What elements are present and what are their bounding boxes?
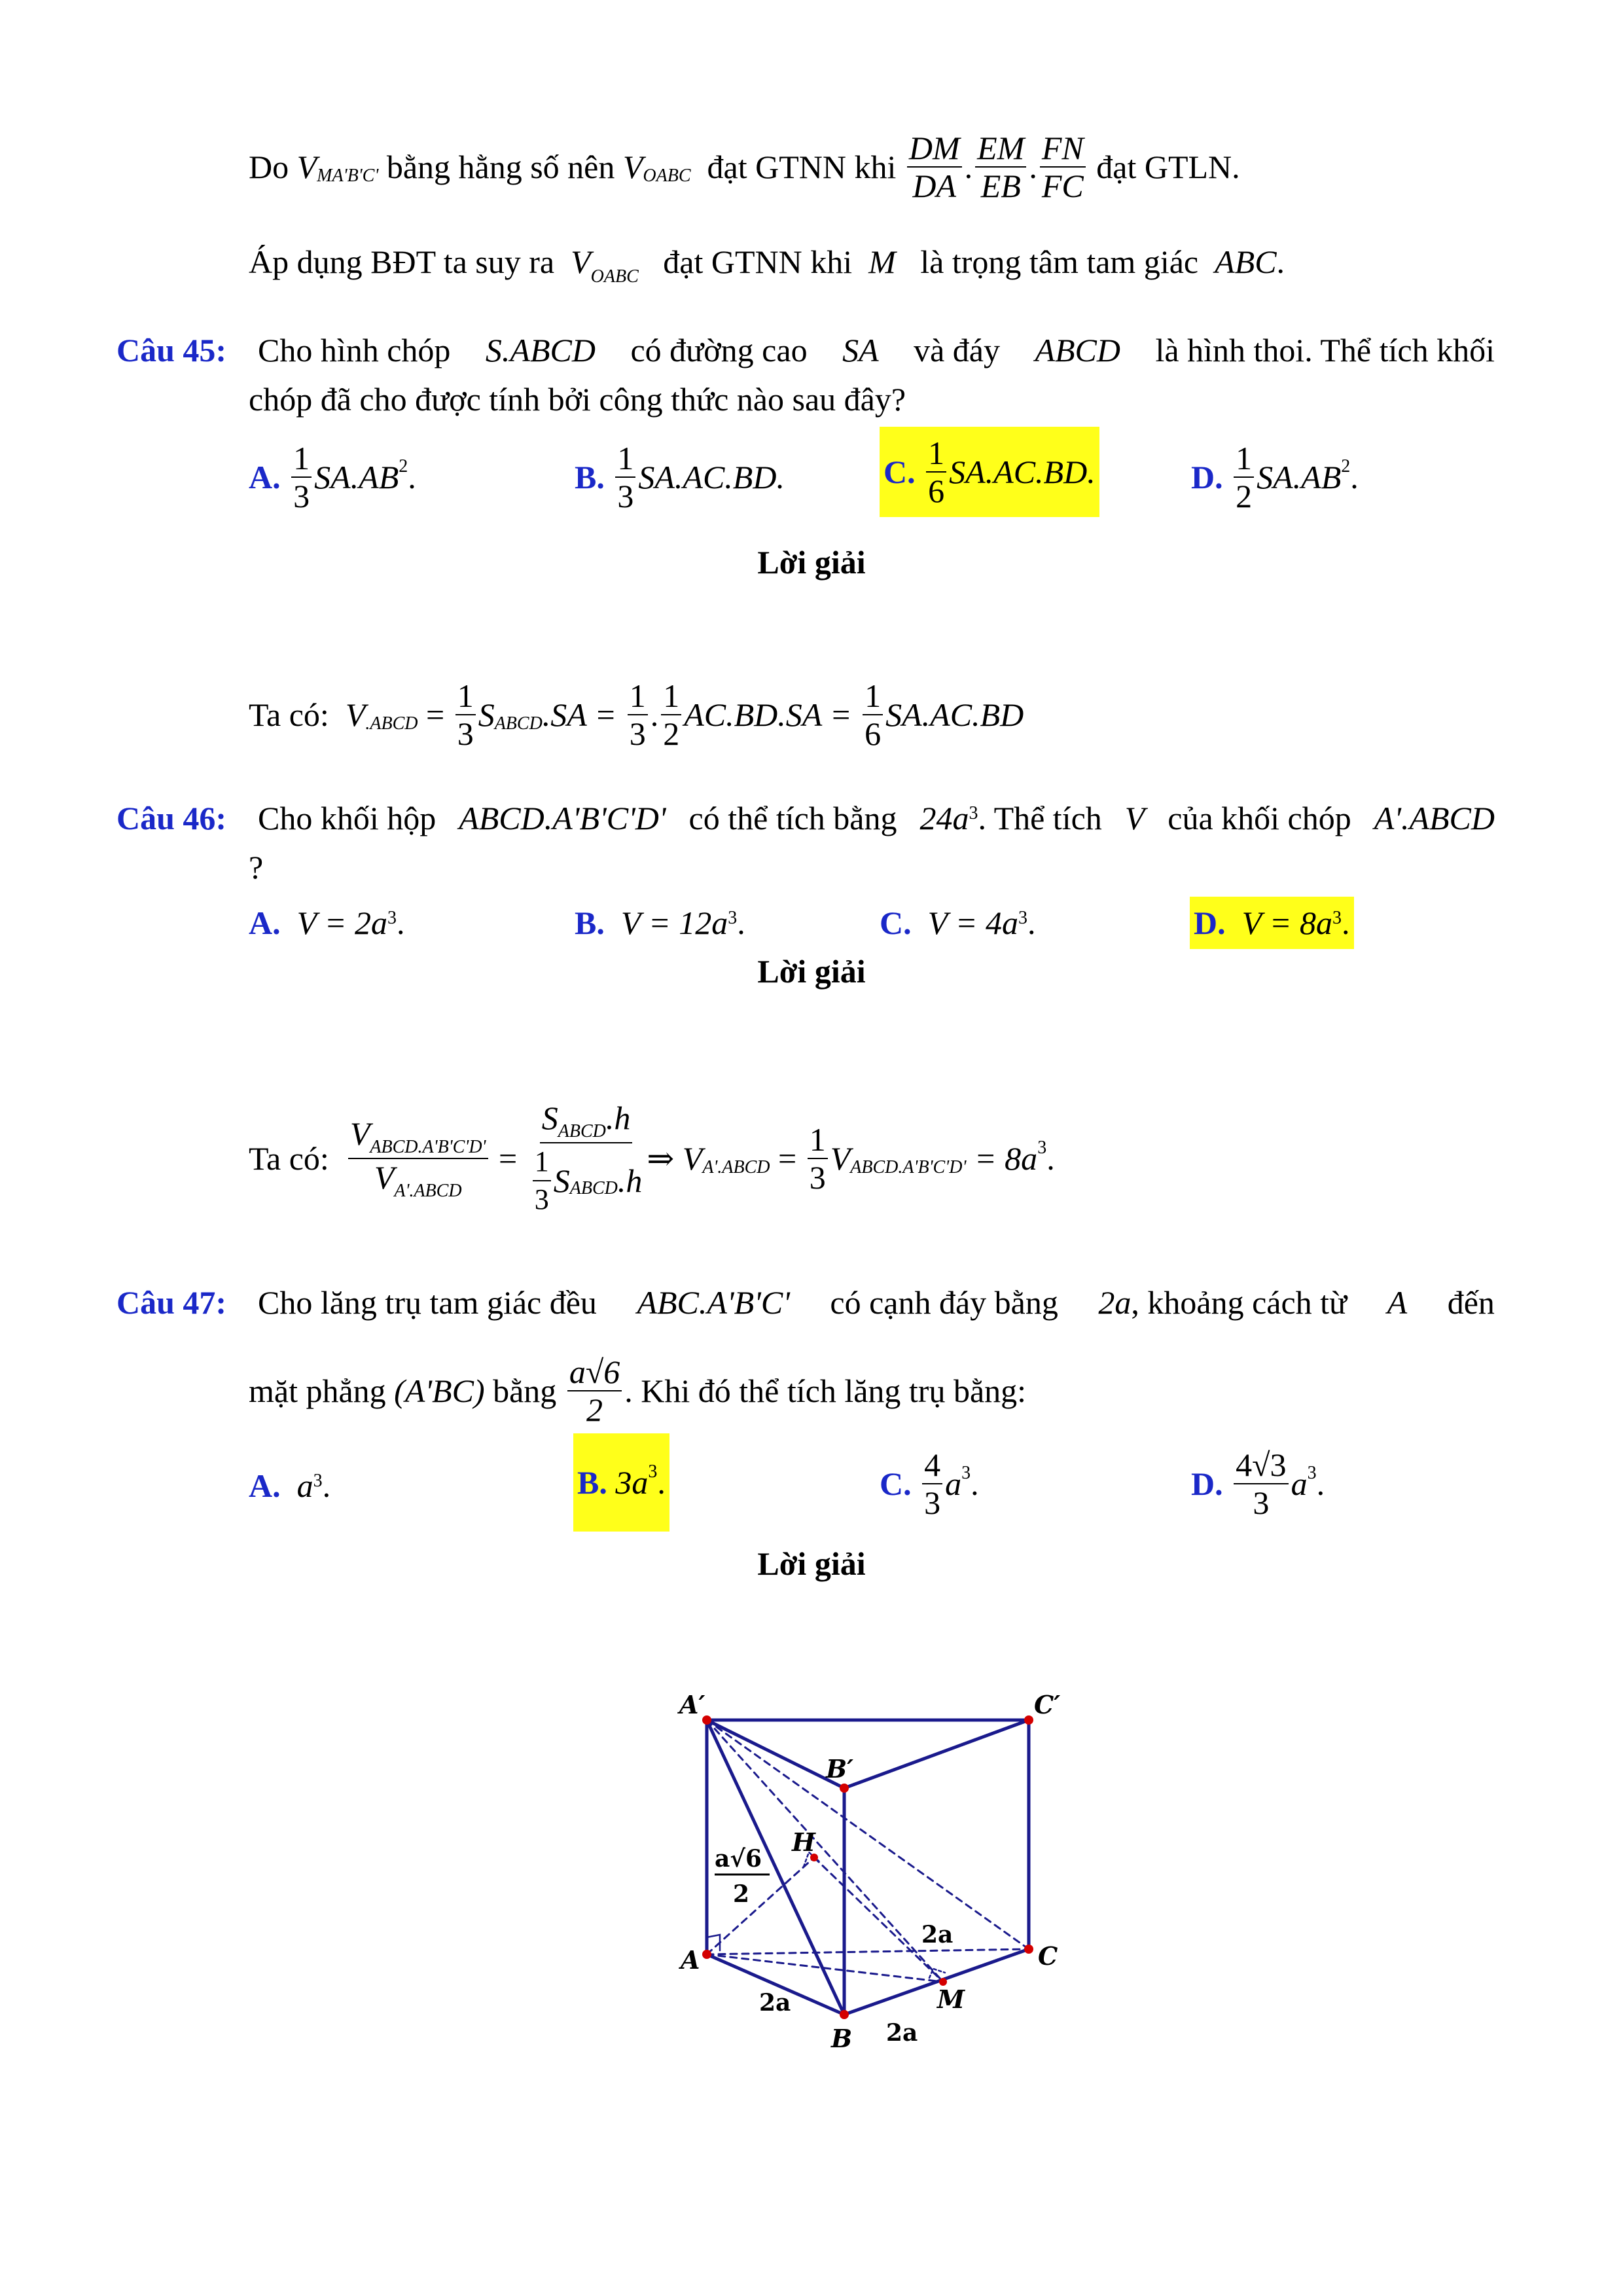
var-V: V xyxy=(622,149,643,185)
q46-option-a[interactable]: A. $V = 2a^3$. xyxy=(249,905,405,941)
q45-line-1 xyxy=(116,331,226,370)
sub-OABC: OABC xyxy=(643,166,691,186)
q47-stem-1: Cho lăng trụ tam giác đều ABC.A'B'C' có cạnh đáy bằng 2a, khoảng cách từ A đến xyxy=(258,1284,1495,1321)
label-C-prime: C′ xyxy=(1034,1690,1061,1719)
fraction-FN-FC: $\frac{FN}{FC}$ xyxy=(1040,130,1086,204)
intro-text3: đạt GTLN. xyxy=(1096,149,1240,185)
q46-option-c[interactable]: C. $V = 4a^3$. xyxy=(880,905,1036,941)
intro-text2: đạt GTNN khi xyxy=(707,149,897,185)
q45-stem-1: Cho hình chóp S.ABCD có đường cao SA và đáy ABCD là hình thoi. Thể tích khối xyxy=(258,332,1495,368)
q47-option-b-correct[interactable]: B. 3a 3 . xyxy=(573,1433,669,1532)
intro-line-2: Áp dụng BĐT ta suy ra $V_{OABC}$ đạt GTNN khi M là trọng tâm tam giác ABC. xyxy=(249,243,1285,287)
label-edge-BM: 2a xyxy=(886,2019,918,2047)
q46-option-d-correct[interactable]: D. $V = 8a^3$. xyxy=(1190,897,1354,949)
point-B-prime xyxy=(840,1784,849,1793)
label-height-num: a√6 xyxy=(715,1845,762,1873)
label-A: A xyxy=(681,1945,700,1975)
point-C xyxy=(1024,1945,1033,1954)
q47-solution-title: Lời giải xyxy=(757,1545,866,1582)
q45-option-c-correct[interactable]: C. $\frac{1}{6}$ SA.AC.BD. xyxy=(880,427,1099,517)
q45-option-a[interactable]: A. $\frac{1}{3}$ SA.AB 2 . xyxy=(249,440,416,514)
q45-option-d[interactable]: D. $\frac{1}{2}$ SA.AB 2 . xyxy=(1191,440,1359,514)
label-edge-AB: 2a xyxy=(759,1989,791,2017)
label-B-prime: B′ xyxy=(826,1754,854,1784)
intro-do: Do xyxy=(249,149,289,185)
q46-label: Câu 46: xyxy=(116,800,227,836)
intro-line2-text1: Áp dụng BĐT ta suy ra xyxy=(249,243,555,280)
q47-label-wrap xyxy=(116,1283,226,1322)
point-B xyxy=(840,2010,849,2019)
label-A-prime: A′ xyxy=(679,1690,705,1719)
fraction-DM-DA: $\frac{DM}{DA}$ xyxy=(907,130,962,204)
q45-label: Câu 45: xyxy=(116,332,227,368)
fraction-EM-EB: $\frac{EM}{EB}$ xyxy=(975,130,1026,204)
q46-label-wrap xyxy=(116,798,226,838)
q45-stem-2: chóp đã cho được tính bởi công thức nào sau đây? xyxy=(249,381,906,418)
q46-stem-2: ? xyxy=(249,849,264,886)
q45-option-b[interactable]: B. $\frac{1}{3}$ SA.AC.BD. xyxy=(575,440,785,514)
q47-option-c[interactable]: C. $\frac{4}{3}$ a 3 . xyxy=(880,1446,979,1521)
intro-text1: bằng hằng số nên xyxy=(386,149,615,185)
label-B: B xyxy=(831,2024,853,2053)
var-V: V xyxy=(296,149,317,185)
point-C-prime xyxy=(1024,1715,1033,1725)
label-H: H xyxy=(792,1827,815,1857)
q45-solution-title: Lời giải xyxy=(757,544,866,581)
q46-solution: Ta có: $\frac{V_{ABCD.A'B'C'D'}}{V_{A'.ABCD}}$ = $S_{ABCD}.h$ $\frac{1}{3}$ S ABCD .h ⇒ V A'.ABCD = $\frac{1}{3}$ V ABCD.A'B'C'D' = 8a 3 . xyxy=(249,1099,1055,1215)
var-V: V xyxy=(571,243,591,280)
label-height-den: 2 xyxy=(733,1880,750,1908)
prism-diagram xyxy=(654,1676,1099,2055)
q47-option-d[interactable]: D. $\frac{4√3}{3}$ a 3 . xyxy=(1191,1446,1325,1521)
sub-MABC: MA'B'C' xyxy=(317,166,379,186)
point-A xyxy=(702,1950,711,1959)
label-edge-AC: 2a xyxy=(921,1921,954,1948)
q47-stem-2: mặt phẳng (A'BC) bằng $\frac{a√6}{2}$ . Khi đó thể tích lăng trụ bằng: xyxy=(249,1354,1027,1428)
q46-stem-1: Cho khối hộp ABCD.A'B'C'D' có thể tích bằng $24a^3$. Thể tích V của khối chóp A'.ABCD xyxy=(258,800,1495,836)
q47-label: Câu 47: xyxy=(116,1284,227,1321)
q47-option-a[interactable]: A. $a^3$. xyxy=(249,1467,331,1504)
intro-line-1: Do V MA'B'C' bằng hằng số nên V OABC đạt GTNN khi $\frac{DM}{DA}$ . $\frac{EM}{EB}$ . $\frac{FN}{FC}$ đạt GTLN. xyxy=(249,130,1240,204)
label-C: C xyxy=(1038,1941,1058,1971)
q46-solution-title: Lời giải xyxy=(757,953,866,990)
q46-option-b[interactable]: B. $V = 12a^3$. xyxy=(575,905,745,941)
label-M: M xyxy=(937,1984,965,2014)
q45-solution: Ta có: V .ABCD = $\frac{1}{3}$ S ABCD .SA = $\frac{1}{3}$ . $\frac{1}{2}$ AC.BD.SA = $\frac{1}{6}$ SA.AC.BD xyxy=(249,677,1024,752)
